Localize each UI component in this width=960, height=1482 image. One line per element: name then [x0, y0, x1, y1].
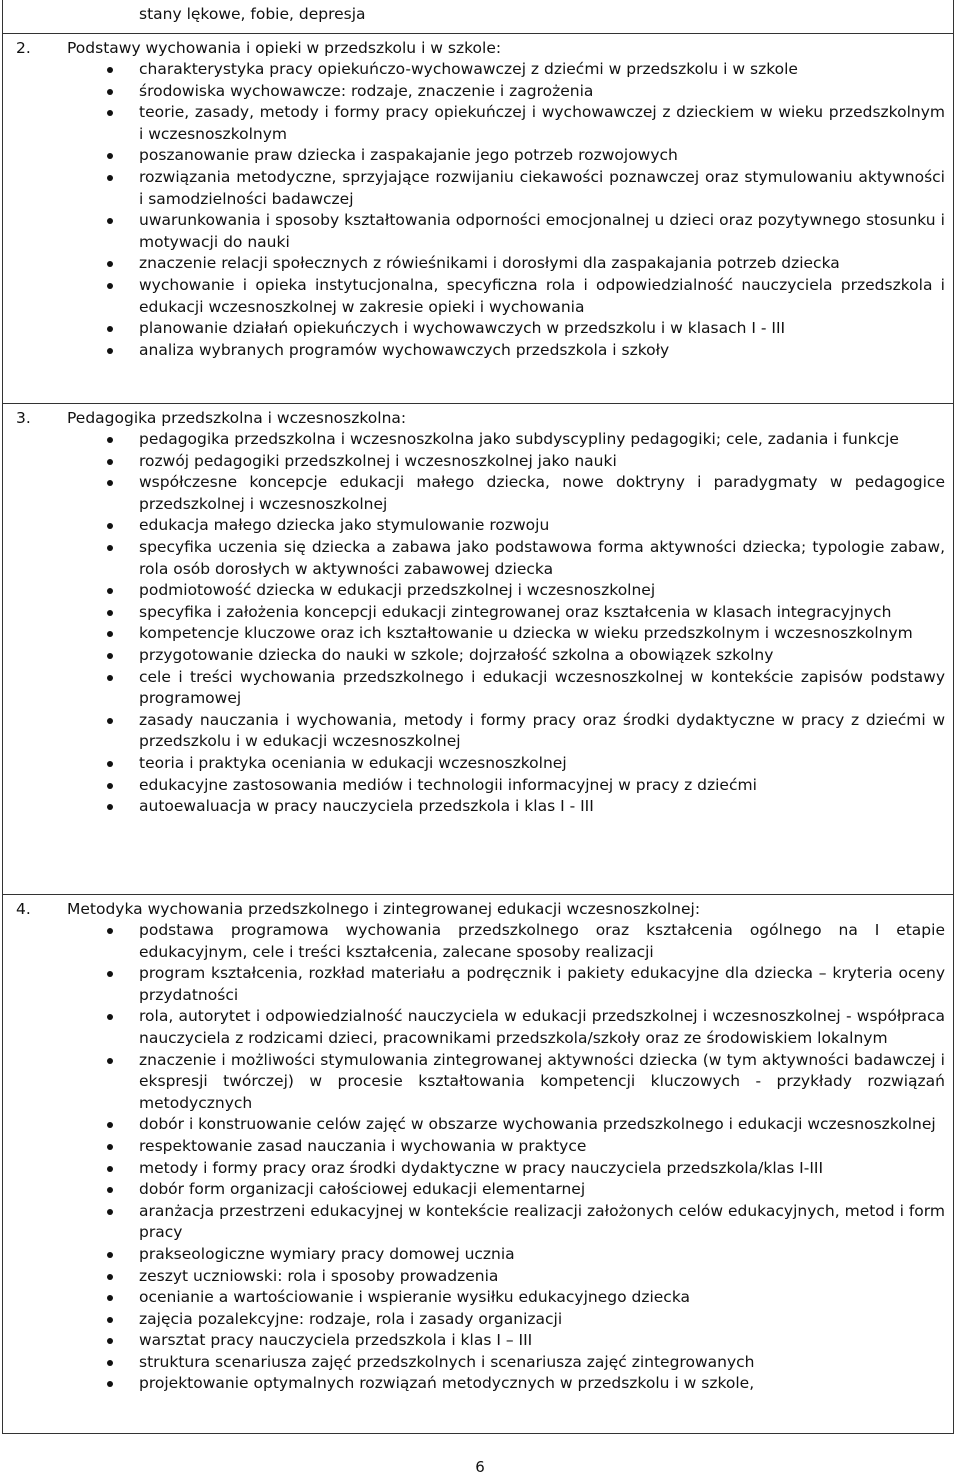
- bullet-icon: [107, 153, 113, 159]
- list-item-text: struktura scenariusza zajęć przedszkolnych i scenariusza zajęć zintegrowanych: [139, 1352, 755, 1371]
- document-table: [2, 0, 954, 1434]
- list-item-text: metody i formy pracy oraz środki dydaktyczne w pracy nauczyciela przedszkola/klas I-III: [139, 1158, 824, 1177]
- bullet-icon: [107, 89, 113, 95]
- section-number: 2.: [16, 39, 31, 57]
- bullet-icon: [107, 175, 113, 181]
- list-item-text: dobór form organizacji całościowej edukacji elementarnej: [139, 1180, 586, 1199]
- list-item: [3, 1373, 953, 1395]
- list-item: [3, 1114, 953, 1136]
- bullet-list: [3, 429, 953, 818]
- bullet-icon: [107, 675, 113, 681]
- bullet-icon: [107, 1144, 113, 1150]
- list-item: [3, 275, 953, 318]
- row-intro: [3, 0, 953, 33]
- bullet-icon: [107, 545, 113, 551]
- list-item-text: zeszyt uczniowski: rola i sposoby prowadzenia: [139, 1266, 499, 1285]
- bullet-icon: [107, 971, 113, 977]
- list-item: [3, 537, 953, 580]
- list-item: [3, 963, 953, 1006]
- list-item: [3, 1050, 953, 1115]
- bullet-icon: [107, 1274, 113, 1280]
- list-item: [3, 920, 953, 963]
- row-section-2: [3, 33, 953, 403]
- list-item: [3, 775, 953, 797]
- bullet-icon: [107, 1209, 113, 1215]
- list-item-text: wychowanie i opieka instytucjonalna, specyficzna rola i odpowiedzialność nauczyciela przedszkola i edukacji wczesnoszkolnej w zakresie opieki i wychowania: [139, 275, 945, 316]
- bullet-icon: [107, 523, 113, 529]
- list-item: [3, 796, 953, 818]
- list-item-text: teoria i praktyka oceniania w edukacji wczesnoszkolnej: [139, 753, 567, 772]
- bullet-icon: [107, 653, 113, 659]
- bullet-icon: [107, 1166, 113, 1172]
- section-title: Podstawy wychowania i opieki w przedszkolu i w szkole:: [67, 39, 502, 57]
- page-number: 6: [475, 1458, 485, 1476]
- bullet-icon: [107, 1338, 113, 1344]
- section-number: 4.: [16, 900, 31, 918]
- bullet-icon: [107, 804, 113, 810]
- list-item-text: znaczenie i możliwości stymulowania zintegrowanej aktywności dziecka (w tym aktywności badawczej i ekspresji twórczej) w procesie kształtowania kompetencji kluczowych - przykłady rozwiązań metodycznych: [139, 1050, 945, 1112]
- list-item: [3, 1244, 953, 1266]
- section-title: Metodyka wychowania przedszkolnego i zintegrowanej edukacji wczesnoszkolnej:: [67, 900, 701, 918]
- bullet-list: [3, 920, 953, 1395]
- list-item-text: planowanie działań opiekuńczych i wychowawczych w przedszkolu i w klasach I - III: [139, 319, 786, 338]
- list-item: [3, 1201, 953, 1244]
- list-item-text: środowiska wychowawcze: rodzaje, znaczenie i zagrożenia: [139, 81, 594, 100]
- bullet-icon: [107, 326, 113, 332]
- list-item: [3, 1330, 953, 1352]
- bullet-icon: [107, 1360, 113, 1366]
- list-item-text: uwarunkowania i sposoby kształtowania odporności emocjonalnej u dzieci oraz pozytywnego stosunku i motywacji do nauki: [139, 211, 945, 251]
- list-item-text: przygotowanie dziecka do nauki w szkole; dojrzałość szkolna a obowiązek szkolny: [139, 645, 774, 664]
- list-item-text: analiza wybranych programów wychowawczych przedszkola i szkoły: [139, 340, 670, 359]
- bullet-icon: [107, 459, 113, 465]
- list-item-text: edukacja małego dziecka jako stymulowanie rozwoju: [139, 516, 550, 535]
- bullet-icon: [107, 928, 113, 934]
- bullet-icon: [107, 1317, 113, 1323]
- bullet-icon: [107, 67, 113, 73]
- bullet-icon: [107, 1014, 113, 1020]
- list-item-text: rozwiązania metodyczne, sprzyjające rozwijaniu ciekawości poznawczej oraz stymulowaniu aktywności i samodzielności badawczej: [139, 167, 945, 208]
- bullet-list: [3, 59, 953, 361]
- list-item-text: prakseologiczne wymiary pracy domowej ucznia: [139, 1244, 515, 1263]
- list-item-text: znaczenie relacji społecznych z rówieśnikami i dorosłymi dla zaspakajania potrzeb dziecka: [139, 254, 840, 273]
- list-item: [3, 753, 953, 775]
- bullet-icon: [107, 761, 113, 767]
- list-item: [3, 1352, 953, 1374]
- top-line-text: stany lękowe, fobie, depresja: [139, 5, 366, 23]
- bullet-icon: [107, 718, 113, 724]
- list-item: [3, 318, 953, 340]
- list-item: [3, 580, 953, 602]
- list-item-text: aranżacja przestrzeni edukacyjnej w kontekście realizacji założonych celów edukacyjnych, metod i form pracy: [139, 1201, 945, 1242]
- list-item-text: cele i treści wychowania przedszkolnego i edukacji wczesnoszkolnej w kontekście zapisów podstawy programowej: [139, 667, 945, 708]
- list-item-text: specyfika uczenia się dziecka a zabawa jako podstawowa forma aktywności dziecka; typologie zabaw, rola osób dorosłych w aktywności zabawowej dziecka: [139, 537, 945, 578]
- list-item: [3, 340, 953, 362]
- list-item-text: warsztat pracy nauczyciela przedszkola i klas I – III: [139, 1331, 533, 1350]
- bullet-icon: [107, 283, 113, 289]
- list-item-text: projektowanie optymalnych rozwiązań metodycznych w przedszkolu i w szkole,: [139, 1374, 755, 1393]
- list-item-text: teorie, zasady, metody i formy pracy opiekuńczej i wychowawczej z dzieckiem w wieku przedszkolnym i wczesnoszkolnym: [139, 103, 945, 143]
- list-item-text: program kształcenia, rozkład materiału a podręcznik i pakiety edukacyjne dla dziecka – kryteria oceny przydatności: [139, 964, 945, 1004]
- list-item: [3, 515, 953, 537]
- list-item-text: podmiotowość dziecka w edukacji przedszkolnej i wczesnoszkolnej: [139, 581, 656, 600]
- list-item: [3, 167, 953, 210]
- list-item-text: specyfika i założenia koncepcji edukacji zintegrowanej oraz kształcenia w klasach integracyjnych: [139, 602, 892, 621]
- list-item: [3, 602, 953, 624]
- bullet-icon: [107, 1295, 113, 1301]
- bullet-icon: [107, 1058, 113, 1064]
- list-item: [3, 1287, 953, 1309]
- list-item: [3, 81, 953, 103]
- list-item-text: kompetencje kluczowe oraz ich kształtowanie u dziecka w wieku przedszkolnym i wczesnoszkolnym: [139, 624, 913, 643]
- list-item: [3, 145, 953, 167]
- bullet-icon: [107, 1381, 113, 1387]
- list-item: [3, 210, 953, 253]
- list-item: [3, 1266, 953, 1288]
- bullet-icon: [107, 1122, 113, 1128]
- list-item-text: charakterystyka pracy opiekuńczo-wychowawczej z dziećmi w przedszkolu i w szkole: [139, 60, 798, 78]
- list-item: [3, 1309, 953, 1331]
- list-item: [3, 1158, 953, 1180]
- bullet-icon: [107, 110, 113, 116]
- list-item: [3, 710, 953, 753]
- list-item: [3, 1006, 953, 1049]
- list-item-text: ocenianie a wartościowanie i wspieranie wysiłku edukacyjnego dziecka: [139, 1288, 691, 1307]
- bullet-icon: [107, 1252, 113, 1258]
- list-item: [3, 429, 953, 451]
- list-item-text: pedagogika przedszkolna i wczesnoszkolna jako subdyscypliny pedagogiki; cele, zadania i funkcje: [139, 430, 899, 448]
- bullet-icon: [107, 261, 113, 267]
- list-item-text: edukacyjne zastosowania mediów i technologii informacyjnej w pracy z dziećmi: [139, 775, 757, 794]
- bullet-icon: [107, 1187, 113, 1193]
- list-item: [3, 667, 953, 710]
- section-title: Pedagogika przedszkolna i wczesnoszkolna:: [67, 409, 407, 427]
- list-item-text: współczesne koncepcje edukacji małego dziecka, nowe doktryny i paradygmaty w pedagogice przedszkolnej i wczesnoszkolnej: [139, 473, 945, 513]
- list-item-text: respektowanie zasad nauczania i wychowania w praktyce: [139, 1136, 587, 1155]
- list-item: [3, 59, 953, 81]
- bullet-icon: [107, 631, 113, 637]
- section-number: 3.: [16, 409, 31, 427]
- list-item: [3, 253, 953, 275]
- bullet-icon: [107, 783, 113, 789]
- bullet-icon: [107, 610, 113, 616]
- list-item: [3, 472, 953, 515]
- list-item-text: rola, autorytet i odpowiedzialność nauczyciela w edukacji przedszkolnej i wczesnoszkolnej - współpraca nauczyciela z rodzicami dzieci, pracownikami przedszkola/szkoły oraz ze środowiskiem lokalnym: [139, 1007, 945, 1047]
- bullet-icon: [107, 218, 113, 224]
- list-item-text: dobór i konstruowanie celów zajęć w obszarze wychowania przedszkolnego i edukacji wczesnoszkolnej: [139, 1115, 936, 1134]
- list-item: [3, 451, 953, 473]
- list-item-text: autoewaluacja w pracy nauczyciela przedszkola i klas I - III: [139, 797, 594, 816]
- list-item-text: zasady nauczania i wychowania, metody i formy pracy oraz środki dydaktyczne w pracy z dziećmi w przedszkolu i w edukacji wczesnoszkolnej: [139, 710, 945, 751]
- list-item-text: poszanowanie praw dziecka i zaspakajanie jego potrzeb rozwojowych: [139, 146, 678, 165]
- list-item: [3, 623, 953, 645]
- list-item-text: podstawa programowa wychowania przedszkolnego oraz kształcenia ogólnego na I etapie edukacyjnym, cele i treści kształcenia, zalecane sposoby realizacji: [139, 921, 945, 961]
- bullet-icon: [107, 480, 113, 486]
- list-item: [3, 1179, 953, 1201]
- list-item: [3, 1136, 953, 1158]
- bullet-icon: [107, 348, 113, 354]
- bullet-icon: [107, 588, 113, 594]
- bullet-icon: [107, 437, 113, 443]
- list-item-text: rozwój pedagogiki przedszkolnej i wczesnoszkolnej jako nauki: [139, 451, 617, 470]
- row-section-3: [3, 403, 953, 894]
- list-item: [3, 102, 953, 145]
- list-item-text: zajęcia pozalekcyjne: rodzaje, rola i zasady organizacji: [139, 1309, 563, 1328]
- row-section-4: [3, 894, 953, 1433]
- list-item: [3, 645, 953, 667]
